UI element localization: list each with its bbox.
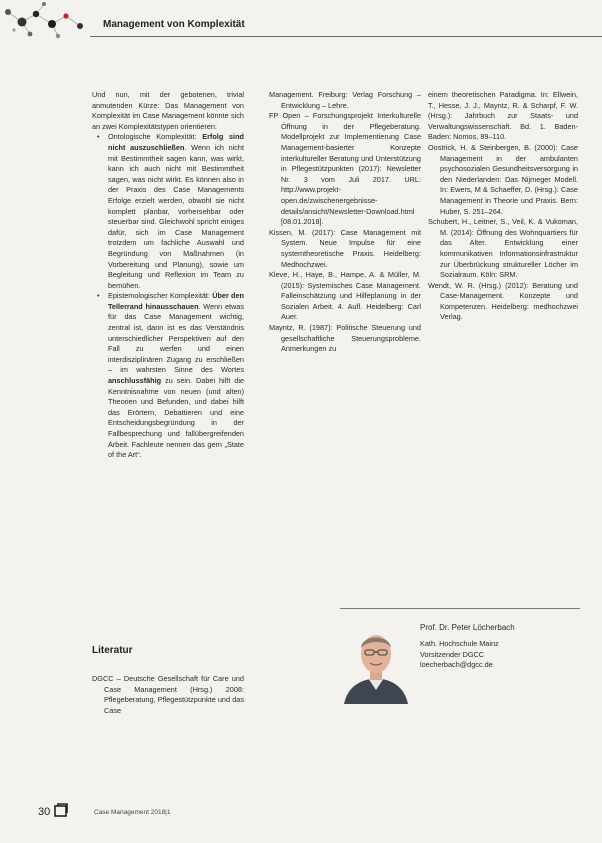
text-column-2 xyxy=(269,90,421,355)
reference-entry: Oostrick, H. & Steinbergen, B. (2000): Case Management in der ambulanten psychosozialen Gesundheitsversorgung in den Niederlanden: Das Nijmeger Modell. In: Ewers, M & Schaeffer, D. (Hrsg.): Case Management in Theorie und Praxis. Bern: Huber, S. 251–264. xyxy=(428,142,578,216)
item-bold: Erfolg sind nicht auszuschließen xyxy=(108,132,245,152)
reference-entry: einem theoretischen Paradigma. In: Ellwein, T., Hesse, J. J., Mayntz, R. & Scharpf, F. W. (Hrsg.): Jahrbuch zur Staats- und Verwaltungswissenschaft. Bd. 1. Baden-Baden: Nomos, 89–110. xyxy=(428,90,578,142)
item-lead: Epistemologischer Komplexität: xyxy=(108,291,210,301)
author-email: loecherbach@dgcc.de xyxy=(420,660,493,670)
intro-paragraph: Und nun, mit der gebotenen, trivial anmutenden Kürze: Das Management von Komplexität im Case Management könnte sich an zwei Komplexitätstypen orientieren: xyxy=(92,90,244,131)
page-number: 30 xyxy=(38,806,51,818)
item-bold: anschlussfähig xyxy=(108,376,162,386)
reference-entry: Wendt, W. R. (Hrsg.) (2012): Beratung und Case-Management. Konzepte und Kompetenzen. Heidelberg: medhochzwei Verlag. xyxy=(428,280,578,322)
list-item xyxy=(92,291,244,461)
item-text: zu sein. Dabei hilft die Kenntnisnahme von neuen (und alten) Theorien und Befunden, und dabei hilft das Erörtern, Debattieren und eine Entscheidungsbegründung in der Fallbesprechung und fallübergreifenden Arbeit. Fachleute nennen das gern „State of the Art“. xyxy=(108,376,244,460)
page-header xyxy=(0,0,602,42)
author-separator xyxy=(340,608,580,609)
reference-entry: Kissen, M. (2017): Case Management mit System. Neue Impulse für eine systemtheoretische Praxis. Heidelberg: Medhochzwei. xyxy=(269,227,421,269)
complexity-list xyxy=(92,132,244,460)
reference-entry: Kleve, H., Haye, B., Hampe, A. & Müller, M. (2015): Systemisches Case Management. Falleinschätzung und Hilfeplanung in der Sozialen Arbeit. 4. Aufl. Heidelberg: Carl Auer. xyxy=(269,270,421,322)
journal-name: Case Management 2018|1 xyxy=(94,809,171,816)
reference-entry: Mayntz, R. (1987): Politische Steuerung und gesellschaftliche Steuerungsprobleme. Anmerkungen zu xyxy=(269,323,421,354)
journal-logo-icon xyxy=(54,803,68,817)
text-column-1 xyxy=(92,90,244,461)
item-text: . Wenn ich nicht mit Bestimmtheit sagen kann, was wirkt, kann ich auch nicht mit Bestimmtheit sagen, was nicht wirkt. Es können also in der Praxis des Case Managements Erfolge erzielt werden, obwohl sie nicht komplett planbar, vorhersehbar oder steuerbar sind. Gleichwohl spricht einiges dafür, sich im Case Management trotzdem um fachliche Auswahl und Begründung von Maßnahmen (in Vorbereitung und Planung), sowie um Begleitung und Reflexion im Team zu bemühen. xyxy=(108,142,245,290)
reference-entry: Management. Freiburg: Verlag Forschung – Entwicklung – Lehre. xyxy=(269,90,421,110)
item-text: . Wenn etwas für das Case Management wichtig, zentral ist, dann ist es das Verständnis unterschiedlicher Perspektiven auf den Fall zu werfen und einen interdisziplinären Zugang zu erschließen – im wahrsten Sinne des Wortes xyxy=(108,301,245,375)
reference-entry: Schubert, H., Leitner, S., Veil, K. & Vukoman, M. (2014): Öffnung des Wohnquartiers für das Alter. Entwicklung einer kommunikativen Informationsinfrastruktur zur Überbrückung struktureller Löcher im Sozialraum. Köln: SRM. xyxy=(428,217,578,280)
author-portrait xyxy=(340,622,412,704)
author-affiliation: Kath. Hochschule Mainz xyxy=(420,639,499,648)
author-role: Vorsitzender DGCC xyxy=(420,649,485,659)
reference-entry: DGCC – Deutsche Gesellschaft für Care und Case Management (Hrsg.) 2008: Pflegeberatung, Pflegestützpunkte und das Case xyxy=(92,674,244,715)
network-dots-graphic xyxy=(0,0,100,42)
item-bold: Über den Tellerrand hinausschauen xyxy=(108,291,245,311)
item-lead: Ontologische Komplexität: xyxy=(108,132,197,142)
author-info xyxy=(420,623,515,671)
author-name: Prof. Dr. Peter Löcherbach xyxy=(420,623,515,632)
reference-entry: FP Open – Forschungsprojekt Interkulturelle Öffnung in der Pflegeberatung. Modellprojekt zur Implementierung Case Management-basierter Konzepte interkultureller Beratung und Unterstützung in Pflegestützpunkten (2017): Newsletter Nr. 3 vom Juli 2017. URL: http://www.projekt-open.de/zwischenergebnisse-details/ansicht/Newsletter-Download.html [08.01.2018]. xyxy=(269,111,421,227)
section-title: Management von Komplexität xyxy=(103,19,245,30)
header-rule xyxy=(90,36,602,37)
list-item xyxy=(92,132,244,291)
text-column-3 xyxy=(428,90,578,323)
literature-heading: Literatur xyxy=(92,645,133,656)
literature-entry xyxy=(92,674,244,716)
